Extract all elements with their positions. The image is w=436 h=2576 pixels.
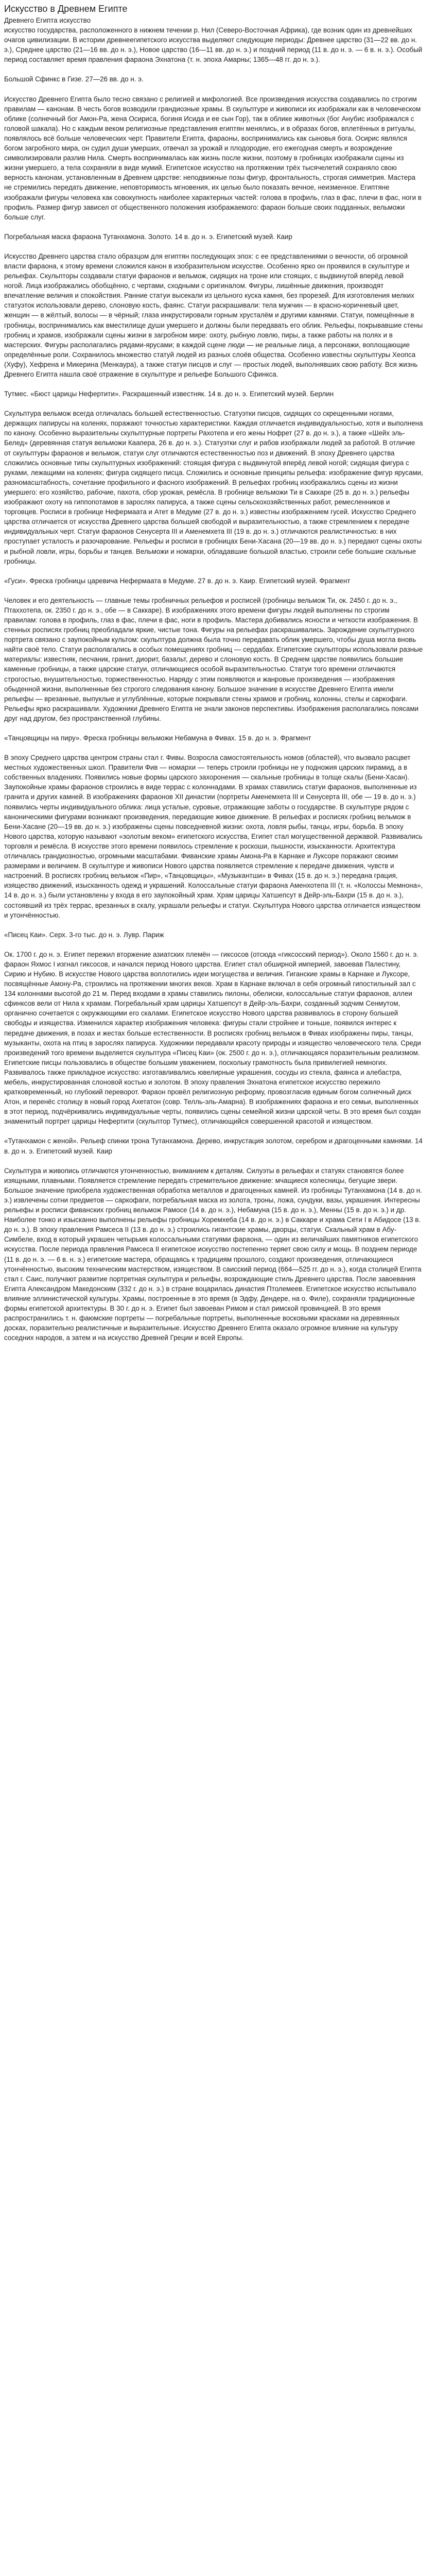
image-caption: Большой Сфинкс в Гизе. 27—26 вв. до н. э. (4, 75, 144, 83)
paragraph-intro: искусство государства, расположенного в нижнем течении р. Нил (Северо-Восточная Африка), где возник один из древнейших очагов цивилизации. В истории древнеегипетского искусства выделяют следующие периоды: Древнее царство (31—22 вв. до н. э.), Среднее царство (21—16 вв. до н. э.), Новое царство (16—11 вв. до н. э.) и поздний период (11 в. до н. э. — 6 в. н. э.). Особый период составляет время правления фараона Эхнатона (т. н. эпоха Амарны; 1365—48 гг. до н. э.). (4, 26, 423, 64)
paragraph: Искусство Древнего Египта было тесно связано с религией и мифологией. Все произведения искусства создавались по строгим правилам — канонам. В честь богов возводили грандиозные храмы. В скульптуре и живописи их изображали как в человеческом облике (солнечный бог Амон-Ра, жена Осириса, богиня Исида и ее сын Гор), так в облике животных (бог Анубис изображался с головой шакала). Но с каждым веком религиозные представления египтян менялись, и в образах богов, вплетённых в ритуалы, появлялось всё больше человеческих черт. Правители Египта, фараоны, воспринимались как сыновья бога. Осирис являлся богом загробного мира, он судил души умерших, отвечал за урожай и плодородие, его ежегодная смерть и возрождение символизировали разлив Нила. Смерть воспринималась как жизнь после жизни, поэтому в гробницах изображали сцены из жизни умершего, а тела сохраняли в виде мумий. Египетское искусство на протяжении трёх тысячелетий сохраняло свою верность канонам, установленным в Древнем царстве: неподвижные позы фигур, фронтальность, строгая симметрия. Мастера не стремились передать движение, неповторимость мгновения, их целью было показать вечное, неизменное. Египтяне изображали фигуры человека как совокупность наиболее характерных частей: голова в профиль, глаз в фас, плечи в фас, ноги в профиль. Размер фигур зависел от общественного положения изображаемого: фараон больше своих подданных, вельможи больше слуг. (4, 95, 422, 221)
article-subtitle: Древнего Египта искусство (4, 16, 91, 24)
paragraph: В эпоху Среднего царства центром страны стал г. Фивы. Возросла самостоятельность номов (областей), что вызвало расцвет местных художественных школ. Правители Фив — номархи — теперь строили гробницы не у подножия царских пирамид, а в собственных владениях. Появились новые формы царского захоронения — скальные гробницы в толще скалы (Бени-Хасан). Заупокойные храмы фараонов строились в виде террас с колоннадами. В храмах ставились статуи фараонов, выполненные из гранита и других камней. В изображениях фараонов XII династии (портреты Аменемхета III и Сенусерта III, обе — 19 в. до н. э.) появились черты индивидуального облика: лица усталые, суровые, отражающие заботы о государстве. В скульптуре рядом с каноническими фигурами возникают произведения, передающие живое движение. В рельефах и росписях гробниц вельмож в Бени-Хасане (20—19 вв. до н. э.) изображены сцены повседневной жизни: охота, ловля рыбы, танцы, игры, борьба. В эпоху Нового царства, которую называют «золотым веком» египетского искусства, Египет стал могущественной державой. Развивались торговля и ремёсла. В искусстве этого времени появилось стремление к роскоши, пышности, изысканности. Архитектура отличалась грандиозностью, огромными масштабами. Фиванские храмы Амона-Ра в Карнаке и Луксоре поражают своими размерами и величием. В скульптуре и живописи Нового царства появляется стремление к передаче движения, чувств и настроений. В росписях гробниц вельмож «Пир», «Танцовщицы», «Музыкантши» в Фивах (15 в. до н. э.) передана грация, изящество движений, изысканность одежд и украшений. Колоссальные статуи фараона Аменхотепа III (т. н. «Колоссы Мемнона», 14 в. до н. э.) были установлены у входа в его заупокойный храм. Храм царицы Хатшепсут в Дейр-эль-Бахри (15 в. до н. э.), состоявший из трёх террас, врезанных в скалу, украшали рельефы и статуи. Скульптура Нового царства отличается изяществом и утончённостью. (4, 754, 423, 919)
image-caption: «Писец Каи». Серх. 3-го тыс. до н. э. Лувр. Париж (4, 930, 164, 939)
paragraph: Ок. 1700 г. до н. э. Египет пережил вторжение азиатских племён — гиксосов (отсюда «гиксосский период»). Около 1560 г. до н. э. фараон Яхмос I изгнал гиксосов, и начался период Нового царства. Египет стал обширной империей, завоевав Палестину, Сирию и Нубию. В искусстве Нового царства воплотились идеи могущества и величия. Гиганские храмы в Карнаке и Луксоре, посвящённые Амону-Ра, строились на протяжении многих веков. Храм в Карнаке включал в себя огромный гипостильный зал с 134 колоннами высотой до 21 м. Перед входами в храмы ставились пилоны, обелиски, колоссальные статуи фараонов, аллеи сфинксов вели от Нила к храмам. Погребальный храм царицы Хатшепсут в Дейр-эль-Бахри, созданный зодчим Сенмутом, органично сочетается с окружающими его скалами. Египетское искусство Нового царства развивалось в сторону большей свободы и изящества. Изменился характер изображения человека: фигуры стали стройнее и тоньше, появился интерес к передаче движения, в позах и жестах больше естественности. В росписях гробниц вельмож в Фивах изображены пиры, танцы, музыканты, охота на птиц в зарослях папируса. Художники передавали красоту природы и изящество человеческого тела. Среди произведений того времени выделяется скульптура «Писец Каи» (ок. 2500 г. до н. э.), отличающаяся поразительным реализмом. Египетские писцы пользовались в обществе большим уважением, поскольку грамотность была привилегией немногих. Развивалось также прикладное искусство: изготавливались ювелирные украшения, сосуды из стекла, фаянса и алебастра, мебель, инкрустированная слоновой костью и золотом. В эпоху правления Эхнатона египетское искусство пережило кратковременный, но глубокий переворот. Фараон провёл религиозную реформу, провозгласив единым богом солнечный диск Атон, и перенёс столицу в новый город Ахетатон (совр. Телль-эль-Амарна). В изображениях фараона и его семьи, выполненных в этот период, подчёркивались индивидуальные черты, появились сцены семейной жизни царской четы. В это время был создан знаменитый портрет царицы Нефертити (скульптор Тутмес), отличающийся совершенной красотой и изяществом. (4, 950, 421, 1126)
image-caption: «Гуси». Фреска гробницы царевича Нефермаата в Медуме. 27 в. до н. э. Каир. Египетский музей. Фрагмент (4, 577, 351, 585)
image-caption: Тутмес. «Бюст царицы Нефертити». Раскрашенный известняк. 14 в. до н. э. Египетский музей. Берлин (4, 390, 334, 398)
paragraph: Искусство Древнего царства стало образцом для египтян последующих эпох: с ее представлениями о вечности, об огромной власти фараона, к этому времени сложился канон в изобразительном искусстве. Особенно ярко он проявился в скульптуре и рельефах. Скульпторы создавали статуи фараонов и вельмож, сидящих на троне или стоящих, с выдвинутой вперёд левой ногой. Лица изображались обобщённо, с чертами, сходными с оригиналом. Фигуры, лишённые движения, производят впечатление величия и спокойствия. Ранние статуи высекали из цельного куска камня, без прорезей. Для изготовления мелких статуэток использовали дерево, слоновую кость, фаянс. Статуи раскрашивали: тела мужчин — в красно-коричневый цвет, женщин — в жёлтый, волосы — в чёрный; глаза инкрустировали горным хрусталём и другими камнями. Статуи, помещённые в гробницы, воспринимались как вместилище души умершего и должны были передавать его облик. Рельефы, покрывавшие стены гробниц и храмов, изображали сцены жизни в загробном мире: охоту, рыбную ловлю, пиры, а также работы на полях и в мастерских. Фигуры располагались рядами-ярусами; в каждой сцене люди — не реальные лица, а персонажи, воплощающие определённые роли. Сохранилось множество статуй людей из разных слоёв общества. Особенно известны скульптуры Хеопса (Хуфу), Хефрена и Микерина (Менкаура), а также статуи писцов и слуг — простых людей, выполнявших свою работу. Вся жизнь Древнего Египта нашла своё отражение в скульптуре и рельефе Большого Сфинкса. (4, 252, 423, 378)
paragraph: Скульптура вельмож всегда отличалась большей естественностью. Статуэтки писцов, сидящих со скрещенными ногами, держащих папирусы на коленях, поражают точностью характеристики. Каждая отличается индивидуальностью, хотя и выполнена по канону. Особенно выразительны скульптурные портреты Рахотепа и его жены Нофрет (27 в. до н. э.), а также «Шейх эль-Белед» (деревянная статуя вельможи Каапера, 26 в. до н. э.). Статуэтки слуг и рабов изображали людей за работой. В отличие от скульптуры фараонов и вельмож, статуи слуг отличаются естественностью поз и движений. В эпоху Древнего царства сложились основные типы скульптурных изображений: стоящая фигура с выдвинутой вперёд левой ногой; сидящая фигура с руками, лежащими на коленях; фигура сидящего писца. Сложились и основные принципы рельефа: изображение фигур ярусами, разномасштабность, сочетание профильного и фасного изображений. В рельефах гробниц изображались сцены из жизни умершего: его хозяйство, рабочие, пахота, сбор урожая, ремёсла. В гробнице вельможи Ти в Саккаре (25 в. до н. э.) рельефы изображают охоту на гиппопотамов в зарослях папируса, а также сцены сельскохозяйственных работ, ремесленников и торговцев. Росписи в гробнице Нефермаата и Атет в Медуме (27 в. до н. э.) известны изображением гусей. Искусство Среднего царства отличается от искусства Древнего царства большей свободой и выразительностью, а также стремлением к передаче индивидуальных черт. Статуи фараонов Сенусерта III и Аменемхета III (19 в. до н. э.) отличаются реалистичностью: в них проступает усталость и разочарование. Рельефы и росписи в гробницах Бени-Хасана (20—19 вв. до н. э.) передают сцены охоты и рыбной ловли, игры, борьбы и танцев. Вельможи и номархи, обладавшие большой властью, строили себе большие скальные гробницы. (4, 410, 423, 565)
image-caption: «Тутанхамон с женой». Рельеф спинки трона Тутанхамона. Дерево, инкрустация золотом, серебром и драгоценными камнями. 14 в. до н. э. Египетский музей. Каир (4, 1137, 423, 1155)
image-caption: «Танцовщицы на пиру». Фреска гробницы вельможи Небамуна в Фивах. 15 в. до н. э. Фрагмент (4, 734, 311, 742)
paragraph: Человек и его деятельность — главные темы гробничных рельефов и росписей (гробницы вельмож Ти, ок. 2450 г. до н. э., Птаххотепа, ок. 2350 г. до н. э., обе — в Саккаре). В изображениях этого времени фигуры людей выполнены по строгим правилам: голова в профиль, глаз в фас, плечи в фас, ноги в профиль. Мастера добивались ясности и четкости изображения. В стенных росписях гробниц преобладали яркие, чистые тона. Фигуры на рельефах раскрашивались. Зарождение скульптурного портрета связано с заупокойным культом: скульптура должна была точно передавать облик умершего, чтобы душа могла вновь найти своё тело. Статуи располагались в особых помещениях гробниц — сердабах. Египетские скульпторы использовали разные материалы: известняк, песчаник, гранит, диорит, базальт, дерево и слоновую кость. В Среднем царстве появились большие каменные гробницы, а также царские статуи, отличающиеся особой выразительностью. Статуи того времени отличаются строгостью, внушительностью, торжественностью. Наряду с этим появляются и жанровые произведения — изображения обыденной жизни, выполненные без строгого следования канону. Большое значение в искусстве Древнего Египта имели рельефы — врезанные, выпуклые и углублённые, которые покрывали стены храмов и гробниц, колонны, стелы и саркофаги. Рельефы ярко раскрашивали. Художники Древнего Египта не знали законов перспективы. Изображения располагались поясами друг над другом, без пространственной глубины. (4, 596, 423, 722)
page-title: Искусство в Древнем Египте (4, 4, 128, 14)
image-caption: Погребальная маска фараона Тутанхамона. Золото. 14 в. до н. э. Египетский музей. Каир (4, 232, 292, 241)
paragraph: Скульптура и живопись отличаются утонченностью, вниманием к деталям. Силуэты в рельефах и статуях становятся более изящными, плавными. Появляется стремление передать стремительное движение: мчащиеся колесницы, бегущие звери. Большое значение приобрела художественная обработка металлов и драгоценных камней. Из гробницы Тутанхамона (14 в. до н. э.) извлечены сотни предметов — саркофаги, погребальная маска из золота, троны, ложа, сундуки, вазы, украшения. Интересны рельефы и росписи фиванских гробниц вельмож Рамосе (14 в. до н. э.), Небамуна (15 в. до н. э.), Менны (15 в. до н. э.) и др. Наиболее тонко и изысканно выполнены рельефы гробницы Хоремхеба (14 в. до н. э.) в Саккаре и храма Сети I в Абидосе (13 в. до н. э.). В эпоху правления Рамсеса II (13 в. до н. э.) строились гигантские храмы, дворцы, статуи. Скальный храм в Абу-Симбеле, вход в который украшен четырьмя колоссальными статуями фараона, — один из величайших памятников египетского искусства. После периода правления Рамсеса II египетское искусство постепенно теряет свою силу и мощь. В позднем периоде (11 в. до н. э. — 6 в. н. э.) египетские мастера, обращаясь к традициям прошлого, создают произведения, отличающиеся утончённостью, высоким техническим мастерством, изяществом. В саисский период (664—525 гг. до н. э.), когда столицей Египта стал г. Саис, получают развитие портретная скульптура и рельефы, возрождающие стиль Древнего царства. После завоевания Египта Александром Македонским (332 г. до н. э.) в стране воцарилась династия Птолемеев. Египетское искусство испытывало влияние эллинистической культуры. Храмы, построенные в это время (в Эдфу, Дендере, на о. Филе), сохраняли традиционные формы египетской архитектуры. В 30 г. до н. э. Египет был завоеван Римом и стал римской провинцией. В это время распространились т. н. фаюмские портреты — погребальные портреты, выполненные восковыми красками на деревянных досках, поразительно реалистичные и выразительные. Искусство Древнего Египта оказало огромное влияние на культуру соседних народов, а затем и на искусство Древней Греции и всей Европы. (4, 1166, 422, 1342)
